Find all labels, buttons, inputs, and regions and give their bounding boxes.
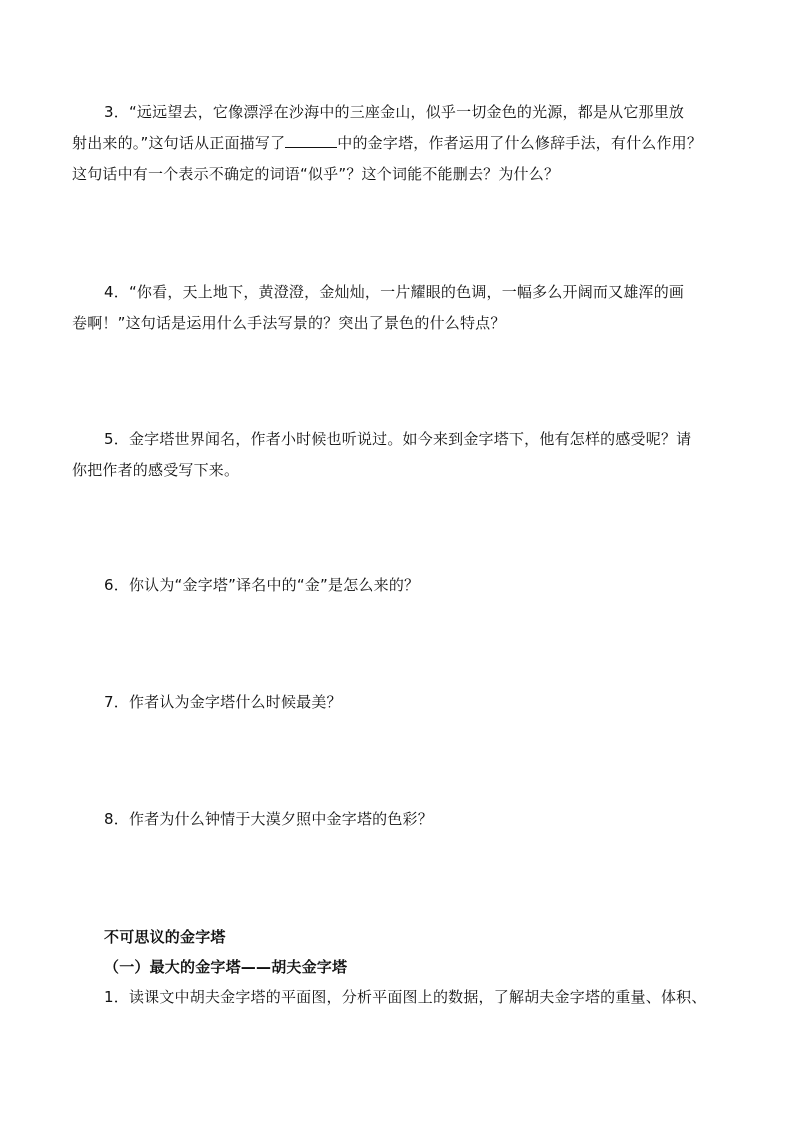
question-4-line-2: 卷啊！”这句话是运用什么手法写景的？突出了景色的什么特点？ [72, 314, 506, 332]
question-3-line-2-start: 射出来的。”这句话从正面描写了 [72, 134, 286, 152]
question-6: 6．你认为“金字塔”译名中的“金”是怎么来的？ [104, 576, 420, 594]
question-3-line-2 [72, 133, 702, 153]
question-7: 7．作者认为金字塔什么时候最美？ [104, 693, 342, 711]
question-3-line-1: 3．“远远望去，它像漂浮在沙海中的三座金山，似乎一切金色的光源，都是从它那里放 [104, 103, 685, 121]
question-5-line-1: 5．金字塔世界闻名，作者小时候也听说过。如今来到金字塔下，他有怎样的感受呢？请 [104, 430, 692, 448]
question-8: 8．作者为什么钟情于大漠夕照中金字塔的色彩？ [104, 810, 433, 828]
question-3-line-2-end: 中的金字塔，作者运用了什么修辞手法，有什么作用？ [337, 134, 703, 152]
section-item-1: 1．读课文中胡夫金字塔的平面图，分析平面图上的数据，了解胡夫金字塔的重量、体积、 [104, 988, 707, 1006]
section-subtitle: （一）最大的金字塔——胡夫金字塔 [104, 958, 348, 976]
question-5-line-2: 你把作者的感受写下来。 [72, 461, 240, 479]
question-4-line-1: 4．“你看，天上地下，黄澄澄，金灿灿，一片耀眼的色调，一幅多么开阔而又雄浑的画 [104, 283, 685, 301]
question-3-line-3: 这句话中有一个表示不确定的词语“似乎”？这个词能不能删去？为什么？ [72, 165, 560, 183]
fill-in-blank[interactable] [285, 133, 337, 148]
section-title: 不可思议的金字塔 [104, 928, 226, 946]
